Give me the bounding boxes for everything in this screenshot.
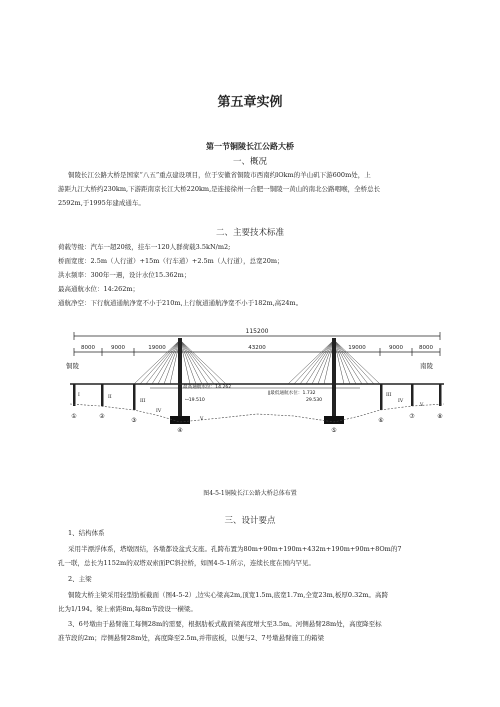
pier-number: ⑦	[409, 413, 415, 420]
left-pylon	[178, 338, 182, 416]
pier-number: ③	[131, 417, 137, 424]
overview-line-3: 2592m,于1995年建成通车。	[58, 199, 145, 207]
total-span-label: 115200	[245, 328, 269, 335]
heading-standards: 二、主要技术标准	[215, 228, 284, 238]
standard-line-5: 通航净空：下行航道通航净宽不小于210m,上行航道通航净宽不小于182m,高24m。	[58, 299, 303, 307]
right-end-label: 南陵	[420, 362, 433, 370]
subheading-girder: 2、主梁	[68, 575, 92, 583]
span-label: 9000	[111, 345, 125, 351]
girder-line-2: 比为1/194。梁上索距8m,每8m节段设一横梁。	[58, 605, 197, 613]
figure-caption: 图4-5-1铜陵长江公路大桥总体布置	[203, 490, 297, 497]
pier-number: ⑤	[331, 427, 337, 434]
roman-label: V	[200, 417, 204, 422]
section-title: 第一节铜陵长江公路大桥	[206, 141, 294, 151]
heading-design: 三、设计要点	[224, 516, 276, 526]
span-label: 19000	[148, 345, 166, 351]
span-label: 43200	[248, 345, 266, 351]
right-level-label: 29.530	[306, 398, 323, 403]
structure-line-1: 采用半漂浮体系，塔墩固结，各墩都设盆式支座。孔跨布置为80m+90m+190m+432m+190m+90m+8Om的7	[68, 545, 402, 553]
structure-line-2: 孔一联，总长为1152m的双塔双索面PC斜拉桥，如图4-5-1所示，连续长度在国内罕见。	[58, 559, 315, 567]
bridge-elevation-figure	[60, 238, 450, 508]
overview-line-1: 铜陵长江公路大桥是国家“八五”重点建设项目，位于安徽省铜陵市西南约lOkm的羊山矶下游600m处，上	[68, 171, 371, 179]
heading-overview: 一、概况	[232, 157, 267, 167]
girder-line-3: 3、6号墩由于悬臂施工每侧28m的需要，根据肋板式截面梁高度增大至3.5m。河侧悬臂28m处，高度降至标	[68, 620, 382, 628]
roman-label: IV	[156, 409, 162, 414]
right-pylon	[332, 338, 336, 416]
roman-label: I	[78, 393, 80, 398]
left-level-label: ꟷ19.510	[185, 398, 205, 403]
roman-label: IV	[398, 399, 404, 404]
pier-number: ⑧	[437, 413, 443, 420]
lowest-water-level-label: ‖最低通航水位：1.732	[268, 391, 316, 396]
roman-label: III	[386, 393, 392, 398]
standard-line-1: 荷载等级：汽车一超20级，挂车一120人群荷载3.5kN/m2;	[58, 243, 231, 251]
chapter-title: 第五章实例	[217, 95, 283, 110]
span-label: 8000	[81, 345, 95, 351]
span-label: 8000	[419, 345, 433, 351]
highest-water-level-label: 最高通航水位：14.262	[183, 385, 232, 390]
pier-number: ②	[99, 413, 105, 420]
pier-number: ①	[71, 413, 77, 420]
right-pile-cap	[324, 416, 344, 424]
standard-line-3: 洪水频率：300年一遇，设计水位15.362m；	[58, 271, 191, 279]
left-pile-cap	[170, 416, 190, 424]
roman-label: III	[140, 399, 146, 404]
roman-label: II	[108, 395, 112, 400]
left-end-label: 铜陵	[66, 362, 79, 370]
pier-number: ④	[177, 427, 183, 434]
span-label: 19000	[348, 345, 366, 351]
standard-line-4: 最高通航水位：14:262m；	[58, 285, 140, 293]
standard-line-2: 桥面宽度：2.5m（人行道）+15m（行车道）+2.5m（人行道），总宽20m；	[58, 257, 284, 265]
girder-line-4: 准节段的2m；岸侧悬臂28m处，高度降至2.5m,并带底板，以便与2、7号墩悬臂施工的箱梁	[58, 634, 325, 642]
roman-label: V	[420, 403, 424, 408]
overview-line-2: 游距九江大桥约230km,下游距南京长江大桥220km,是连接徐州一合肥一铜陵一黄山的南北公路咽喉，全桥总长	[58, 185, 381, 193]
pier-number: ⑥	[378, 417, 384, 424]
ground-profile	[70, 404, 444, 422]
subheading-structure: 1、结构体系	[68, 529, 105, 537]
span-label: 9000	[389, 345, 403, 351]
girder-line-1: 铜陵大桥主梁采用轻型肋板截面（图4-5-2）,边实心梁高2m,顶宽1.5m,底宽1.7m,全宽23m,板厚0.32m。高跨	[68, 591, 389, 599]
